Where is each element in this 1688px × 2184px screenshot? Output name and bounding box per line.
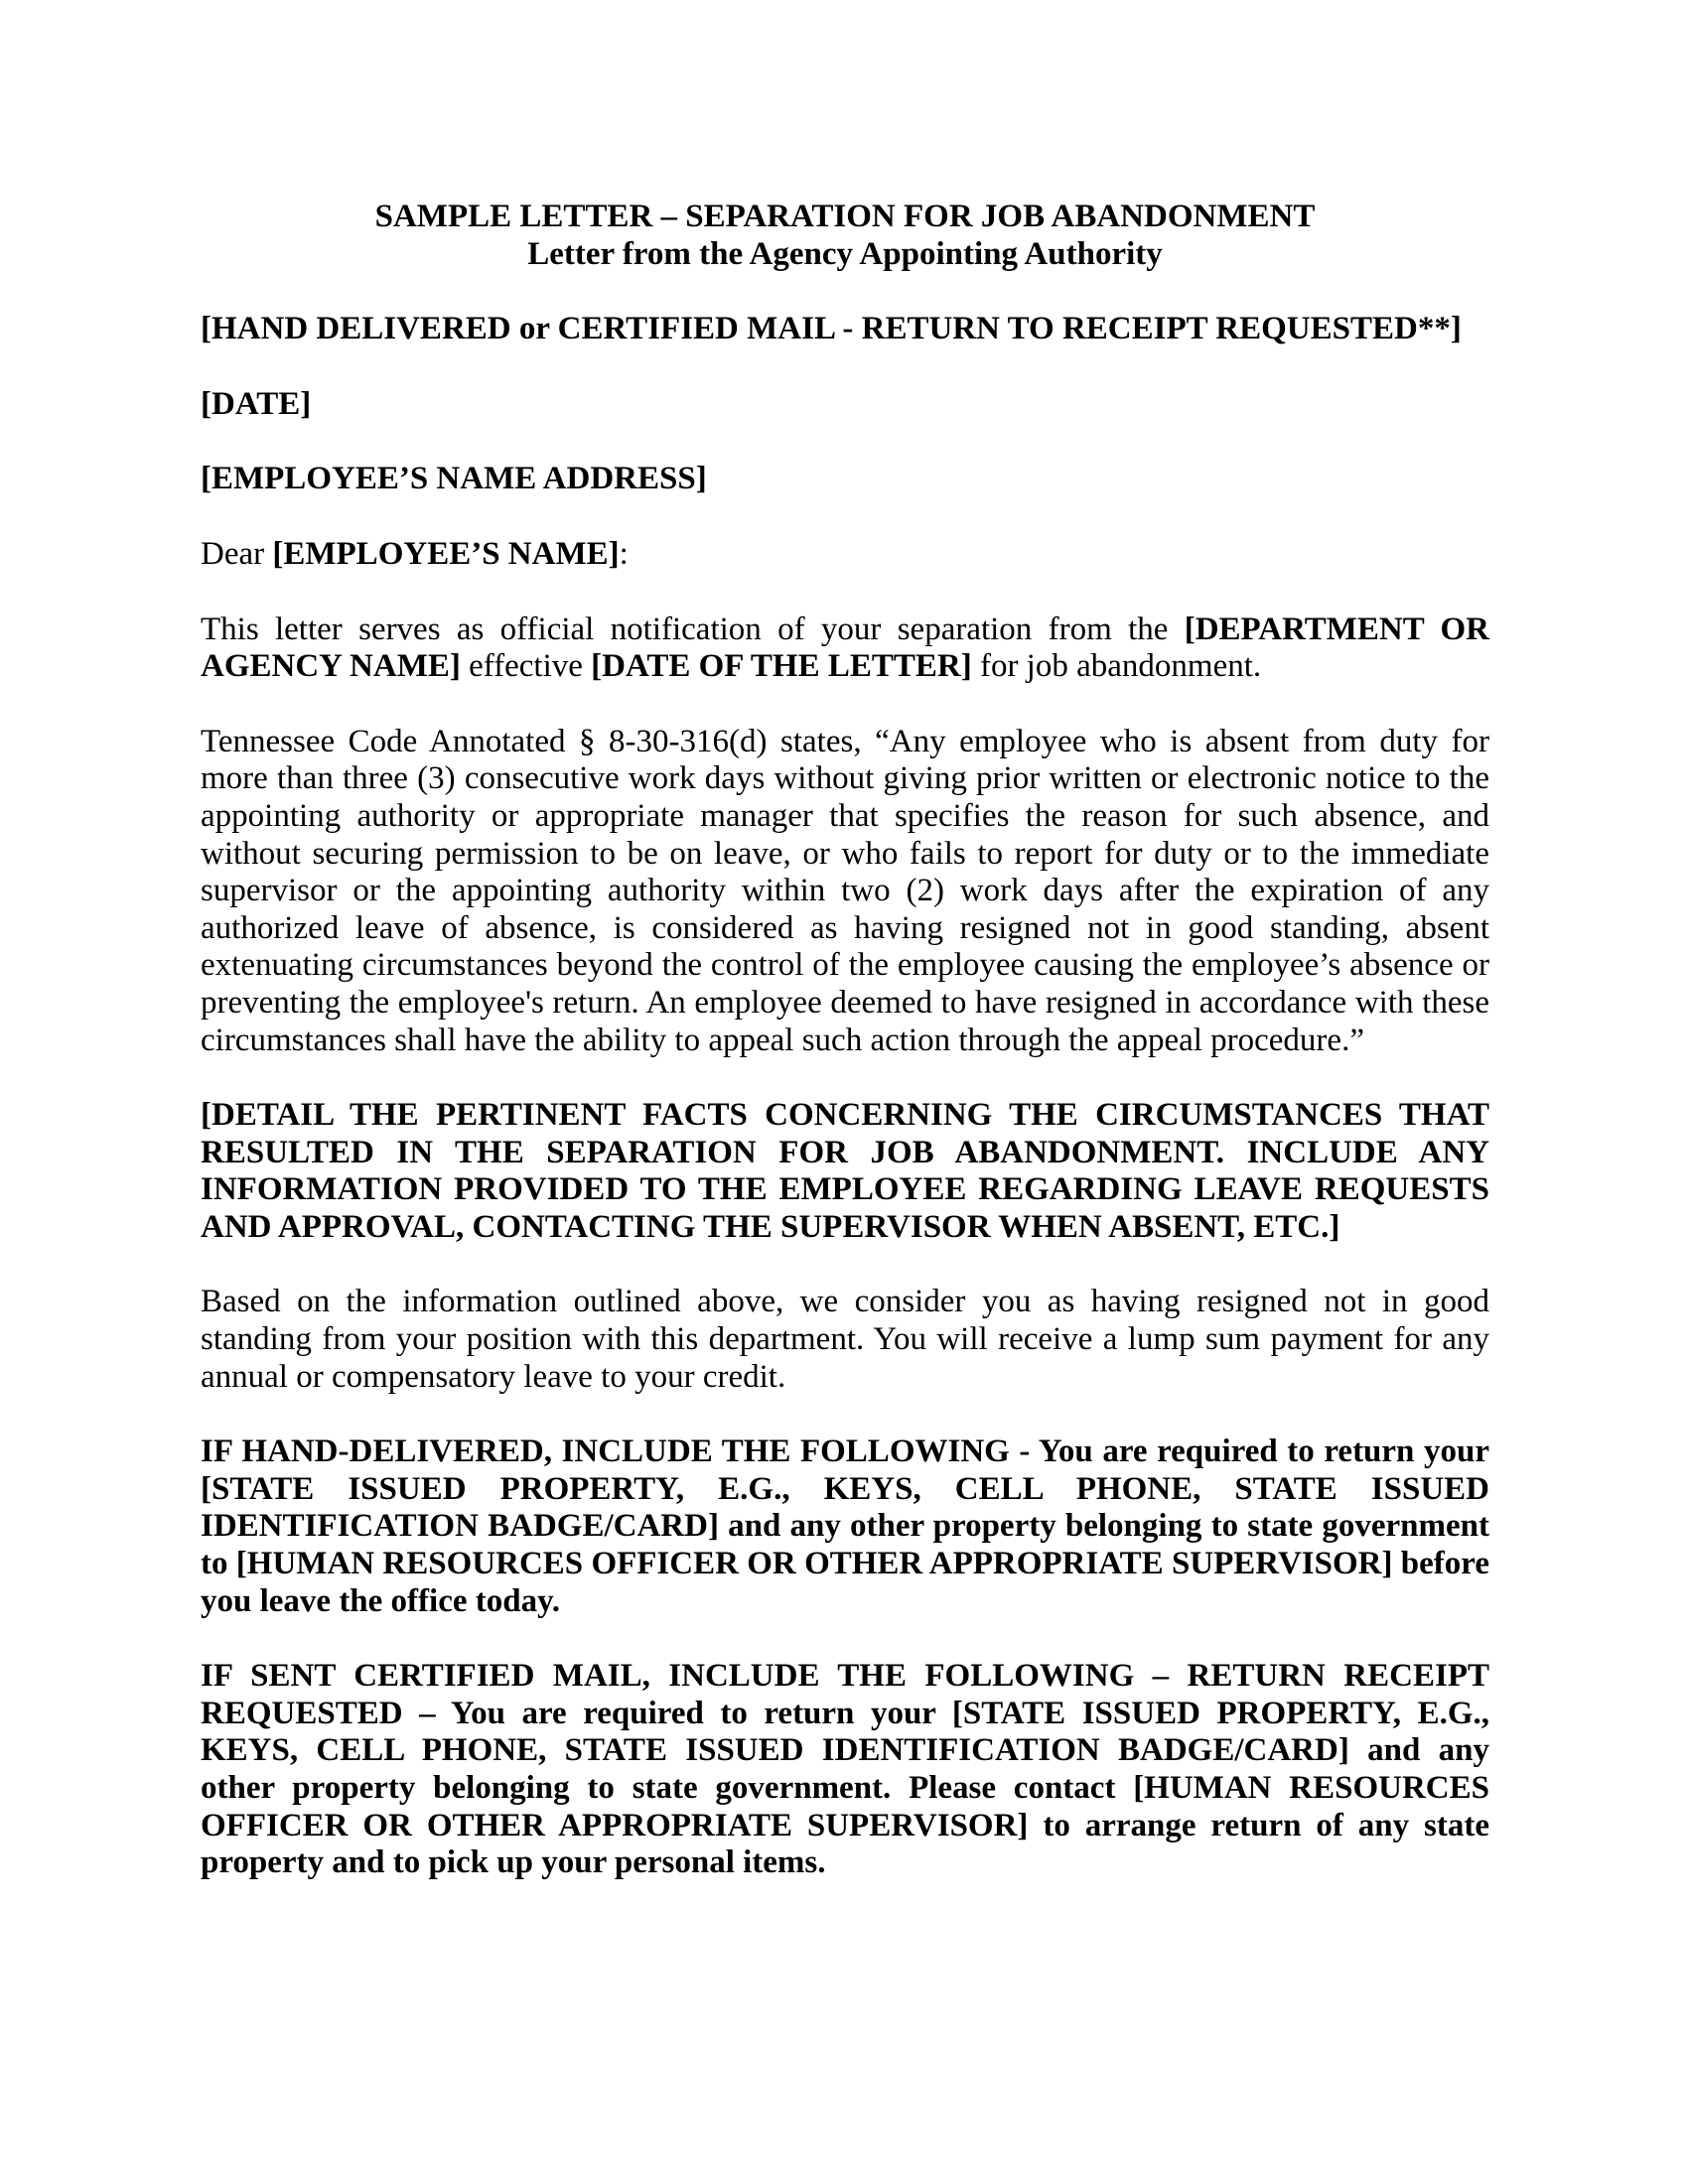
- intro-text: for job abandonment.: [971, 648, 1262, 685]
- salutation: [201, 536, 1489, 574]
- salutation-prefix: Dear: [201, 535, 273, 572]
- date-placeholder: [DATE]: [201, 385, 312, 422]
- intro-text: effective: [460, 648, 592, 685]
- certified-mail-instructions: IF SENT CERTIFIED MAIL, INCLUDE THE FOLLOWING – RETURN RECEIPT REQUESTED – You are required to return your [STATE ISSUED PROPERTY, E.G., KEYS, CELL PHONE, STATE ISSUED IDENTIFICATION BADGE/CARD] and any other property belonging to state government. Please contact [HUMAN RESOURCES OFFICER OR OTHER APPROPRIATE SUPERVISOR] to arrange return of any state property and to pick up your personal items.: [201, 1658, 1489, 1881]
- intro-text: This letter serves as official notification of your separation from the: [201, 611, 1185, 647]
- intro-paragraph: [201, 612, 1489, 686]
- delivery-method-line: [HAND DELIVERED or CERTIFIED MAIL - RETURN TO RECEIPT REQUESTED**]: [201, 311, 1462, 347]
- hand-delivered-instructions: IF HAND-DELIVERED, INCLUDE THE FOLLOWING - You are required to return your [STATE ISSUED PROPERTY, E.G., KEYS, CELL PHONE, STATE ISSUED IDENTIFICATION BADGE/CARD] and any other property belonging to state government to [HUMAN RESOURCES OFFICER OR OTHER APPROPRIATE SUPERVISOR] before you leave the office today.: [201, 1433, 1489, 1619]
- salutation-name-placeholder: [EMPLOYEE’S NAME]: [272, 535, 620, 572]
- document-subtitle: Letter from the Agency Appointing Authority: [527, 235, 1163, 272]
- address-placeholder: [EMPLOYEE’S NAME ADDRESS]: [201, 461, 707, 497]
- facts-placeholder-paragraph: [DETAIL THE PERTINENT FACTS CONCERNING THE CIRCUMSTANCES THAT RESULTED IN THE SEPARATION FOR JOB ABANDONMENT. INCLUDE ANY INFORMATION PROVIDED TO THE EMPLOYEE REGARDING LEAVE REQUESTS AND APPROVAL, CONTACTING THE SUPERVISOR WHEN ABSENT, ETC.]: [201, 1097, 1489, 1245]
- letter-page: [201, 199, 1489, 1920]
- statute-paragraph: Tennessee Code Annotated § 8-30-316(d) states, “Any employee who is absent from duty for more than three (3) consecutive work days without giving prior written or electronic notice to the appointing authority or appropriate manager that specifies the reason for such absence, and without securing permission to be on leave, or who fails to report for duty or to the immediate supervisor or the appointing authority within two (2) work days after the expiration of any authorized leave of absence, is considered as having resigned not in good standing, absent extenuating circumstances beyond the control of the employee causing the employee’s absence or preventing the employee's return. An employee deemed to have resigned in accordance with these circumstances shall have the ability to appeal such action through the appeal procedure.”: [201, 723, 1489, 1058]
- effective-date-placeholder: [DATE OF THE LETTER]: [591, 648, 972, 685]
- department-placeholder: [DEPARTMENT OR AGENCY NAME]: [201, 611, 1489, 685]
- letter-header: [201, 199, 1489, 273]
- document-title: SAMPLE LETTER – SEPARATION FOR JOB ABANDONMENT: [374, 199, 1316, 234]
- conclusion-paragraph: Based on the information outlined above, we consider you as having resigned not in good standing from your position with this department. You will receive a lump sum payment for any annual or compensatory leave to your credit.: [201, 1284, 1489, 1395]
- salutation-suffix: :: [619, 535, 629, 572]
